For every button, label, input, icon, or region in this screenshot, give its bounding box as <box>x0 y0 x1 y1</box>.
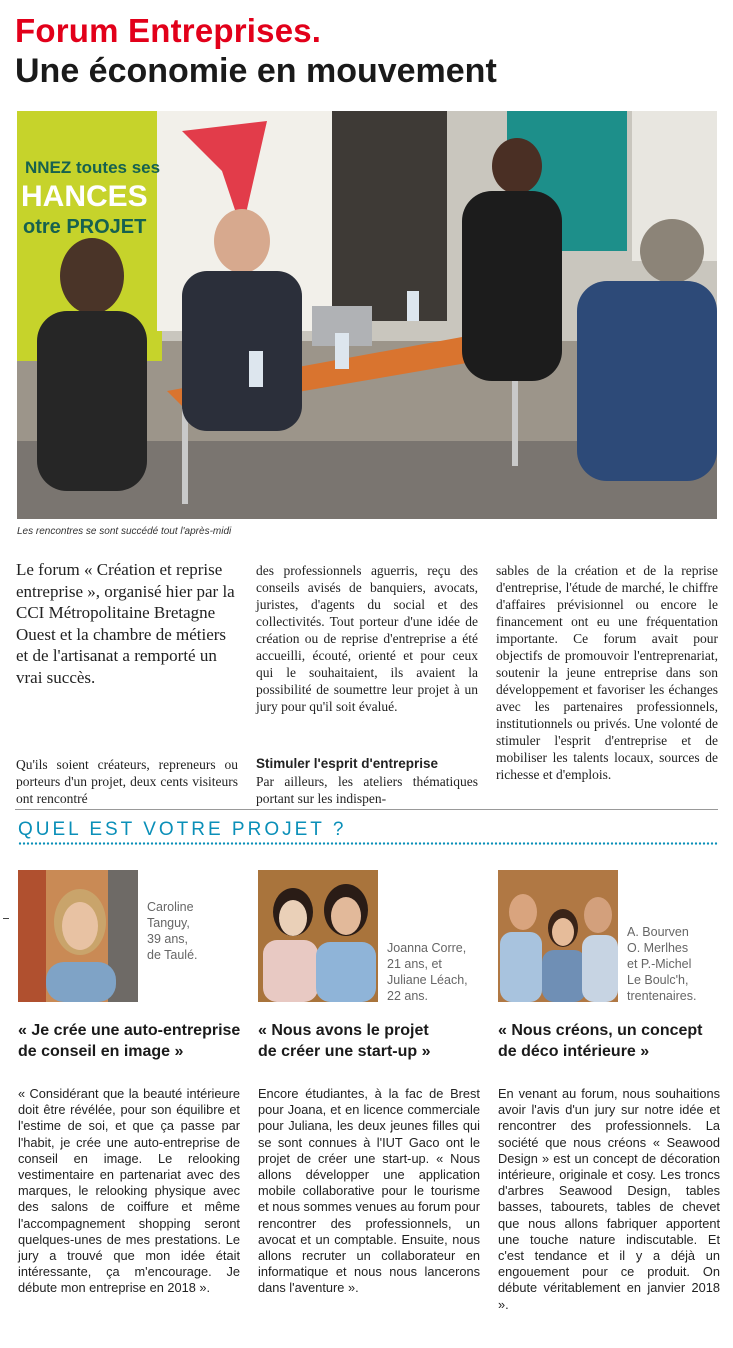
article-col2-body-b: Par ailleurs, les ateliers thématiques portant sur les indispen- <box>256 774 478 806</box>
quote-title-2: « Nous avons le projet de créer une start-up » <box>258 1022 431 1060</box>
caption-testimonial-3: A. Bourven O. Merlhes et P.-Michel Le Boulc'h, trentenaires. <box>627 925 697 1003</box>
article-subheading: Stimuler l'esprit d'entreprise <box>256 756 438 771</box>
quote-title-1: « Je crée une auto-entreprise de conseil en image » <box>18 1022 241 1060</box>
article-col1-body: Qu'ils soient créateurs, repreneurs ou porteurs d'un projet, deux cents visiteurs ont rencontré <box>16 757 238 806</box>
main-photo <box>17 111 717 519</box>
portrait-caroline-tanguy <box>18 870 138 1002</box>
photo-caption: Les rencontres se sont succédé tout l'après-midi <box>17 526 232 537</box>
portrait-bourven-merlhes-leboulch <box>498 870 618 1002</box>
caption-testimonial-2: Joanna Corre, 21 ans, et Juliane Léach, 22 ans. <box>387 941 468 1003</box>
quote-title-3: « Nous créons, un concept de déco intérieure » <box>498 1022 703 1060</box>
margin-tick <box>3 918 9 919</box>
banner-line-1: NNEZ toutes ses <box>25 158 161 177</box>
caption-testimonial-1: Caroline Tanguy, 39 ans, de Taulé. <box>147 900 198 962</box>
portrait-corre-leach <box>258 870 378 1002</box>
article-col2-body: des professionnels aguerris, reçu des conseils avisés de banquiers, avocats, juristes, d'agents du social et des collectivités. Tout porteur d'une idée de création ou de reprise d'entreprise a été accueilli, écouté, orienté et pour ceux qui le souhaitaient, ils avaient la possibilité de soumettre leur projet à un jury pour qu'il soit évalué. <box>256 563 478 714</box>
headline-main: Une économie en mouvement <box>15 52 497 90</box>
article-col3-body: sables de la création et de la reprise d'entreprise, l'étude de marché, le chiffre d'affaires prévisionnel ou encore le financement ont eu une fréquentation importante. Ce forum avait pour objectifs de promouvoir l'entreprenariat, soutenir la jeune entreprise dans son développement et favoriser les échanges avec les partenaires professionnels, institutionnels ou privés. Une volonté de stimuler l'esprit d'entreprise et de mobiliser les talents locaux, sources de richesse et d'emplois. <box>496 563 718 782</box>
quote-body-3: En venant au forum, nous souhaitions avoir l'avis d'un jury sur notre idée et rencontrer des professionnels. La société que nous créons « Seawood Design » est un concept de décoration intérieure, originale et cosy. Les troncs d'arbres Seawood Design, tables basses, tabourets, tables de chevet que nous allons fabriquer apportent une touche nature indiscutable. Et c'est tendance et il y a déjà un engouement pour ce produit. On débute véritablement en janvier 2018 ». <box>498 1086 720 1312</box>
section-dotted-rule <box>18 842 718 845</box>
banner-line-2: HANCES <box>21 180 148 213</box>
quote-body-1: « Considérant que la beauté intérieure doit être révélée, pour son équilibre et l'estime de soi, et que ça passe par l'habit, je crée une auto-entreprise de conseil en image. Le relooking vestimentaire en partenariat avec des marques, le relooking physique avec des salons de coiffure et même l'accompagnement shopping seront quelques-unes de mes prestations. Le jury a trouvé que mon idée était intéressante, ça m'encourage. Je débute mon entreprise en 2018 ». <box>18 1086 240 1296</box>
banner-line-3: otre PROJET <box>23 216 147 238</box>
article-intro: Le forum « Création et reprise entreprise », organisé hier par la CCI Métropolitaine Bretagne Ouest et la chambre de métiers et de l'artisanat a remporté un vrai succès. <box>16 560 235 687</box>
section-title: QUEL EST VOTRE PROJET ? <box>18 819 347 840</box>
quote-body-2: Encore étudiantes, à la fac de Brest pour Joana, et en licence commerciale pour Juliana, les deux jeunes filles qui se sont connues à l'IUT Gaco ont le projet de créer une start-up. « Nous allons développer une application mobile collaborative pour le tourisme et nous sommes venues au forum pour rencontrer des professionnels, un avocat et un comptable. Ensuite, nous allons recruter un collaborateur en informatique et nous nous lancerons dans l'aventure ». <box>258 1086 480 1296</box>
headline-red: Forum Entreprises. <box>15 12 322 49</box>
section-divider <box>15 809 718 810</box>
